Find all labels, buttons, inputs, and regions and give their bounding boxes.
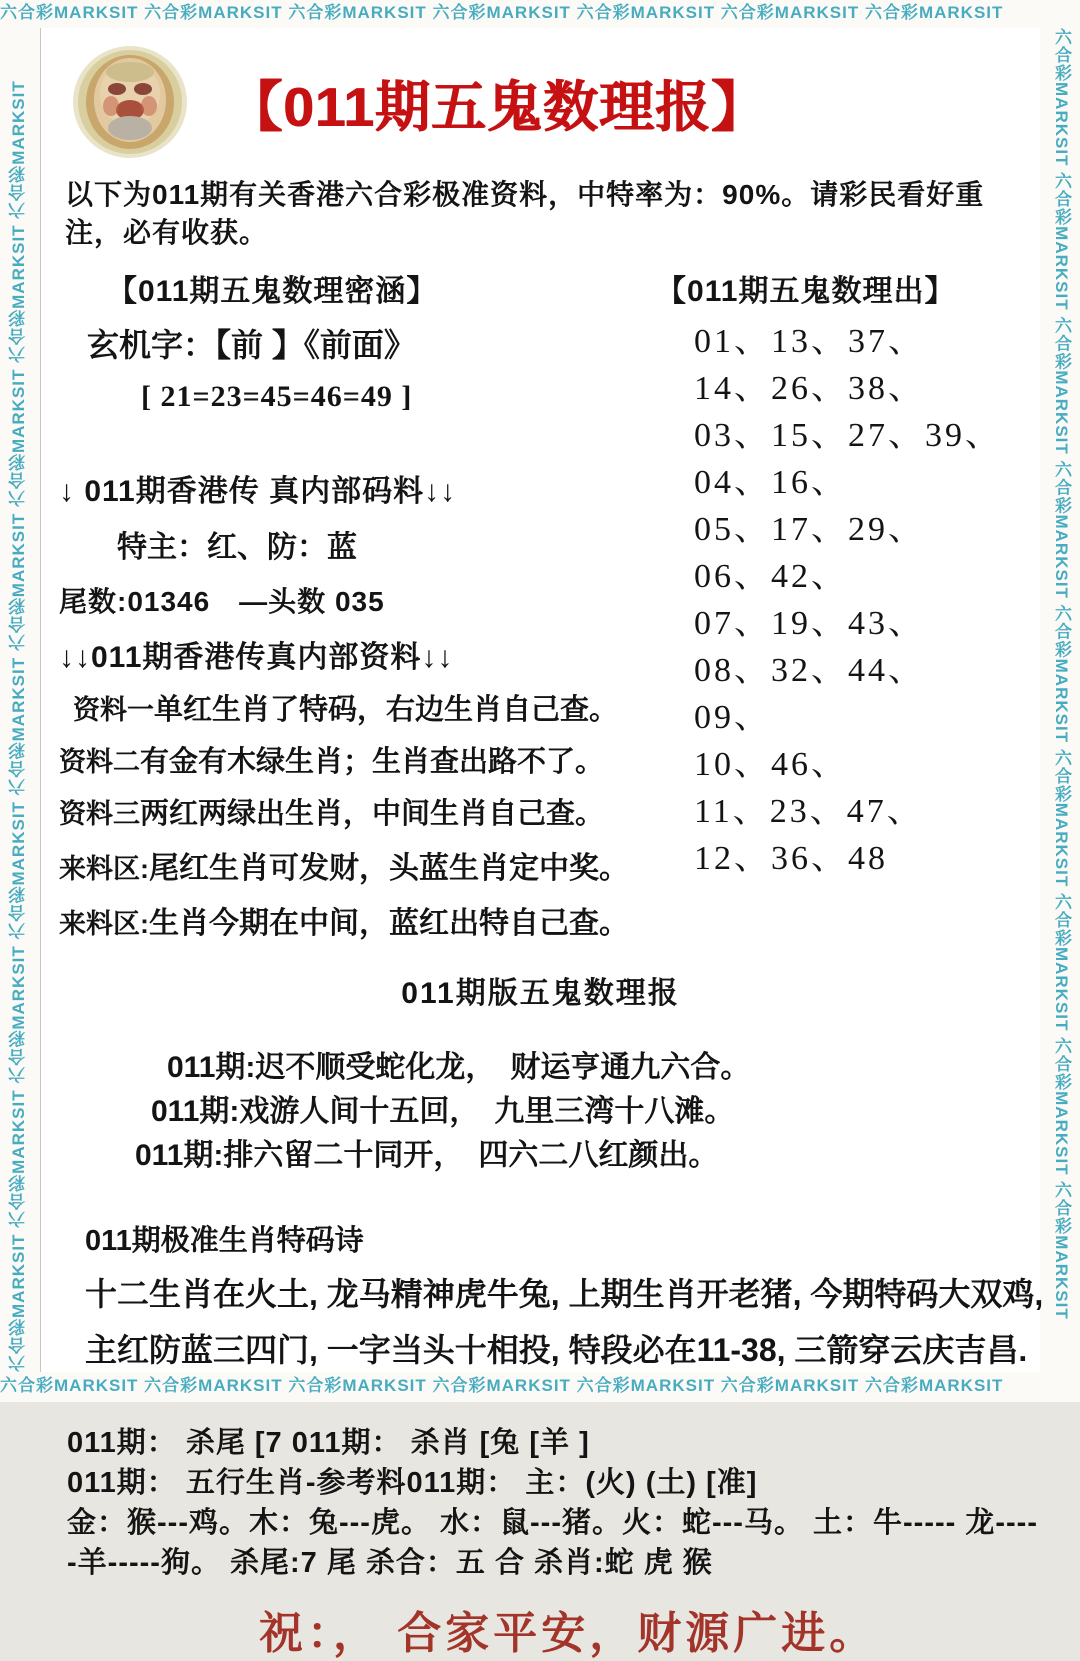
verse-line: 011期:戏游人间十五回， 九里三湾十八滩。: [151, 1094, 735, 1128]
watermark-border-top: 六合彩MARKSIT 六合彩MARKSIT 六合彩MARKSIT 六合彩MARKSIT 六合彩MARKSIT 六合彩MARKSIT 六合彩MARKSIT: [0, 3, 1004, 22]
number-row: 14、26、38、: [694, 369, 926, 407]
number-equation: [ 21=23=45=46=49 ]: [141, 379, 413, 413]
kill-tail-line: 011期： 杀尾 [7 011期： 杀肖 [兔 [羊 ]: [67, 1426, 590, 1459]
number-row: 05、17、29、: [694, 510, 926, 548]
number-row: 06、42、: [694, 557, 849, 595]
material-row: [59, 739, 656, 780]
watermark-border-bottom: 六合彩MARKSIT 六合彩MARKSIT 六合彩MARKSIT 六合彩MARKSIT 六合彩MARKSIT 六合彩MARKSIT 六合彩MARKSIT: [0, 1376, 1004, 1395]
two-column-zone: [59, 266, 1022, 942]
portrait-image: [71, 44, 189, 160]
poem-line: 十二生肖在火土, 龙马精神虎牛兔, 上期生肖开老猪, 今期特码大双鸡,: [85, 1275, 1044, 1312]
five-elements-line: 011期： 五行生肖-参考料011期： 主：(火) (土) [准]: [67, 1466, 758, 1499]
material-text: 两红两绿出生肖，中间生肖自己查。: [140, 797, 605, 830]
mid-section-title: 011期版五鬼数理报: [401, 976, 680, 1010]
section-title-neibuziliao: ↓↓011期香港传真内部资料↓↓: [59, 640, 454, 674]
material-label: 来料区:: [59, 853, 149, 884]
blessing-line: 祝：， 合家平安，财源广进。: [259, 1608, 878, 1658]
special-main-line: 特主：红、防：蓝: [117, 530, 357, 564]
number-row: 11、23、47、: [694, 792, 924, 830]
kill-number-block: [59, 1423, 1038, 1583]
material-text: 尾红生肖可发财，头蓝生肖定中奖。: [149, 851, 629, 885]
number-list: [656, 318, 1022, 882]
number-row: 12、36、48: [694, 839, 889, 877]
watermark-border-right: 六合彩MARKSIT 六合彩MARKSIT 六合彩MARKSIT 六合彩MARKSIT 六合彩MARKSIT 六合彩MARKSIT 六合彩MARKSIT 六合彩MARKSIT 六合彩MARKSIT: [1052, 28, 1071, 1320]
tail-head-numbers: 尾数:01346 —头数 035: [59, 585, 385, 617]
kill-combo-line: -羊-----狗。 杀尾:7 尾 杀合：五 合 杀肖:蛇 虎 猴: [67, 1546, 713, 1579]
material-label: 来料区:: [59, 908, 149, 939]
material-label: 资料一: [73, 694, 154, 725]
number-row: 09、: [694, 698, 772, 736]
number-row: 07、19、43、: [694, 604, 926, 642]
section-title-neibumaliao: ↓ 011期香港传 真内部码料↓↓: [59, 474, 457, 508]
material-text: 单红生肖了特码，右边生肖自己查。: [154, 693, 619, 726]
material-row: [59, 791, 656, 832]
intro-paragraph: 以下为011期有关香港六合彩极准资料，中特率为：90%。请彩民看好重注，必有收获。: [65, 179, 985, 248]
material-row: [59, 898, 656, 942]
watermark-border-left: 六合彩MARKSIT 六合彩MARKSIT 六合彩MARKSIT 六合彩MARKSIT 六合彩MARKSIT 六合彩MARKSIT 六合彩MARKSIT 六合彩MARKSIT 六合彩MARKSIT: [9, 80, 28, 1372]
material-row: [59, 687, 656, 728]
section-title-shulichu: 【011期五鬼数理出】: [656, 274, 956, 308]
page-title: 【011期五鬼数理报】: [227, 75, 767, 138]
material-label: 资料二: [59, 746, 140, 777]
right-column: [656, 266, 1022, 942]
material-text: 生肖今期在中间，蓝红出特自己查。: [149, 906, 629, 940]
material-label: 资料三: [59, 798, 140, 829]
material-row: [59, 843, 656, 887]
number-row: 08、32、44、: [694, 651, 926, 689]
section-title-mihan: 【011期五鬼数理密涵】: [107, 274, 438, 308]
verse-line: 011期:排六留二十同开， 四六二八红颜出。: [135, 1138, 719, 1172]
verse-list: [59, 1046, 1022, 1178]
left-column: [59, 266, 656, 942]
number-row: 03、15、27、39、: [694, 416, 1003, 454]
number-row: 10、46、: [694, 745, 849, 783]
poem-title: 011期极准生肖特码诗: [85, 1224, 364, 1257]
material-text: 有金有木绿生肖；生肖查出路不了。: [140, 745, 605, 778]
verse-line: 011期:迟不顺受蛇化龙， 财运亨通九六合。: [167, 1050, 751, 1084]
masthead: [59, 38, 1022, 166]
number-row: 01、13、37、: [694, 322, 926, 360]
elements-zodiac-line: 金：猴---鸡。木：兔---虎。 水：鼠---猪。火：蛇---马。 土：牛----- 龙----: [67, 1506, 1038, 1539]
mystery-word-line: 玄机字：【前 】《前面》: [87, 326, 416, 363]
number-row: 04、16、: [694, 463, 849, 501]
zodiac-poem-section: [59, 1218, 1044, 1371]
poem-line: 主红防蓝三四门, 一字当头十相投, 特段必在11-38, 三箭穿云庆吉昌.: [85, 1331, 1028, 1368]
